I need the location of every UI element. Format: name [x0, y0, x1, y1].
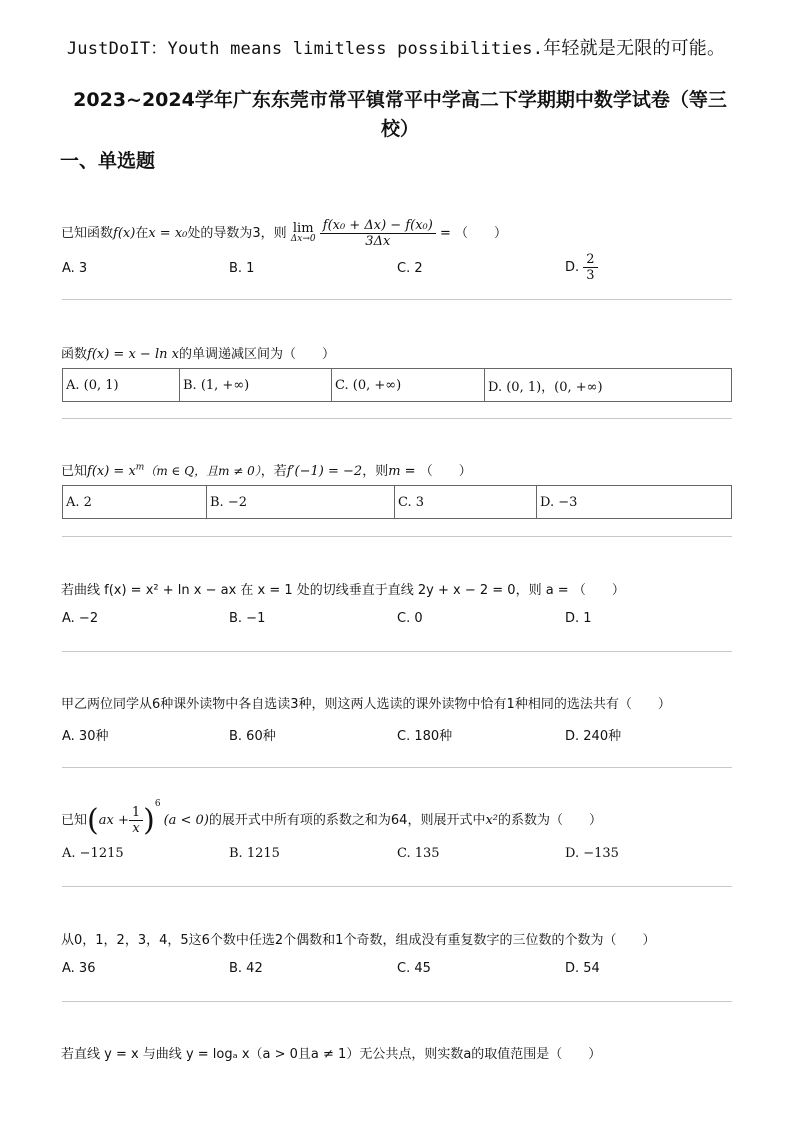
page-header	[0, 34, 792, 60]
header-motto-cn: 年轻就是无限的可能。	[543, 38, 726, 59]
question-5: 甲乙两位同学从6种课外读物中各自选读3种，则这两人选读的课外读物中恰有1种相同的选法共有（ ）	[61, 697, 671, 712]
q4-option-b[interactable]: B. −1	[229, 611, 266, 626]
q7-option-a[interactable]: A. 36	[62, 961, 96, 976]
divider	[62, 767, 732, 768]
q6-paren-right: )	[143, 803, 155, 838]
q6-option-b[interactable]: B. 1215	[229, 846, 280, 861]
q1-option-d-den: 3	[586, 268, 595, 283]
q1-option-d-fraction	[583, 252, 597, 283]
q6-text-3: 的系数为（ ）	[498, 813, 603, 828]
q6-paren-left: (	[87, 803, 99, 838]
q6-text-1: 已知	[61, 813, 88, 828]
q6-option-a[interactable]: A. −1215	[62, 846, 124, 861]
q3-derivative: f′(−1) = −2	[286, 464, 363, 479]
q3-paren: = （ ）	[400, 464, 472, 479]
q1-limit	[290, 220, 316, 245]
q3-option-a[interactable]: A. 2	[63, 486, 207, 518]
divider	[62, 418, 732, 419]
q1-point: x = x₀	[148, 226, 188, 241]
q4-option-d[interactable]: D. 1	[565, 611, 592, 626]
q4-option-a[interactable]: A. −2	[62, 611, 99, 626]
q6-term: x²	[485, 813, 498, 828]
q3-text-3: ，则	[362, 464, 389, 479]
q3-expr: f(x) = x	[87, 464, 136, 479]
q2-options-table	[62, 368, 732, 402]
q1-option-d-num: 2	[583, 252, 597, 268]
header-motto-en: JustDoIT：Youth means limitless possibilities.	[66, 39, 544, 59]
exam-title: 2023~2024学年广东东莞市常平镇常平中学高二下学期期中数学试卷（等三校）	[73, 89, 727, 140]
q1-fraction	[320, 218, 436, 249]
q6-option-d[interactable]: D. −135	[565, 846, 619, 861]
divider	[62, 299, 732, 300]
q4-option-c[interactable]: C. 0	[397, 611, 423, 626]
question-6	[61, 799, 602, 838]
section-heading: 一、单选题	[60, 150, 156, 172]
q1-numerator: f(x₀ + Δx) − f(x₀)	[320, 218, 436, 234]
q1-paren: = （ ）	[439, 226, 507, 241]
q6-condition: (a < 0)	[163, 813, 209, 828]
q7-option-c[interactable]: C. 45	[397, 961, 431, 976]
q3-option-b[interactable]: B. −2	[207, 486, 395, 518]
divider	[62, 1001, 732, 1002]
q6-frac-den: x	[132, 821, 140, 836]
question-4: 若曲线 f(x) = x² + ln x − ax 在 x = 1 处的切线垂直于直线 2y + x − 2 = 0，则 a = （ ）	[61, 583, 625, 598]
q1-denominator: 3Δx	[365, 234, 391, 249]
q5-option-b[interactable]: B. 60种	[229, 729, 276, 744]
q3-option-d[interactable]: D. −3	[540, 494, 578, 510]
q6-inner: ax +	[98, 813, 129, 828]
q3-option-c[interactable]: C. 3	[395, 486, 537, 518]
q1-text-1: 已知函数	[61, 226, 114, 241]
q1-option-d-label: D.	[565, 260, 580, 275]
q3-text-2: ，若	[260, 464, 287, 479]
question-2	[61, 343, 335, 362]
q5-option-d[interactable]: D. 240种	[565, 729, 622, 744]
q2-text-1: 函数	[61, 347, 88, 362]
q3-var: m	[388, 464, 401, 479]
q1-lim-sub: Δx→0	[290, 233, 316, 244]
q6-fraction	[129, 805, 143, 836]
q5-option-a[interactable]: A. 30种	[62, 729, 109, 744]
q6-text-2: 的展开式中所有项的系数之和为64，则展开式中	[208, 813, 486, 828]
q1-text-3: 处的导数为3，则	[187, 226, 287, 241]
q3-options-table	[62, 485, 732, 519]
q6-option-c[interactable]: C. 135	[397, 846, 440, 861]
q3-condition: （m ∈ Q，且m ≠ 0）	[144, 464, 261, 478]
q1-option-c[interactable]: C. 2	[397, 261, 423, 276]
q3-text-1: 已知	[61, 464, 88, 479]
divider	[62, 651, 732, 652]
q2-option-d[interactable]: D. (0, 1)，(0, +∞)	[488, 379, 603, 395]
q2-expr: f(x) = x − ln x	[87, 347, 179, 362]
q2-text-2: 的单调递减区间为（ ）	[178, 347, 335, 362]
q6-power: 6	[154, 799, 161, 809]
q1-lim-label: lim	[292, 220, 314, 236]
q7-option-d[interactable]: D. 54	[565, 961, 600, 976]
question-8: 若直线 y = x 与曲线 y = logₐ x（a > 0且a ≠ 1）无公共点，则实数a的取值范围是（ ）	[61, 1047, 602, 1062]
q1-option-d[interactable]	[565, 252, 598, 283]
divider	[62, 886, 732, 887]
question-1	[61, 218, 507, 249]
q1-fx: f(x)	[113, 226, 136, 241]
q5-option-c[interactable]: C. 180种	[397, 729, 453, 744]
q2-option-c[interactable]: C. (0, +∞)	[332, 369, 485, 401]
q6-frac-num: 1	[129, 805, 143, 821]
question-7: 从0，1，2，3，4，5这6个数中任选2个偶数和1个奇数，组成没有重复数字的三位数的个数为（ ）	[61, 933, 656, 948]
q1-text-2: 在	[135, 226, 149, 241]
divider	[62, 536, 732, 537]
q3-exponent: m	[135, 462, 145, 473]
q1-option-a[interactable]: A. 3	[62, 261, 88, 276]
q1-option-b[interactable]: B. 1	[229, 261, 255, 276]
q2-option-b[interactable]: B. (1, +∞)	[180, 369, 332, 401]
q7-option-b[interactable]: B. 42	[229, 961, 263, 976]
question-3	[61, 460, 472, 479]
q2-option-a[interactable]: A. (0, 1)	[63, 369, 180, 401]
